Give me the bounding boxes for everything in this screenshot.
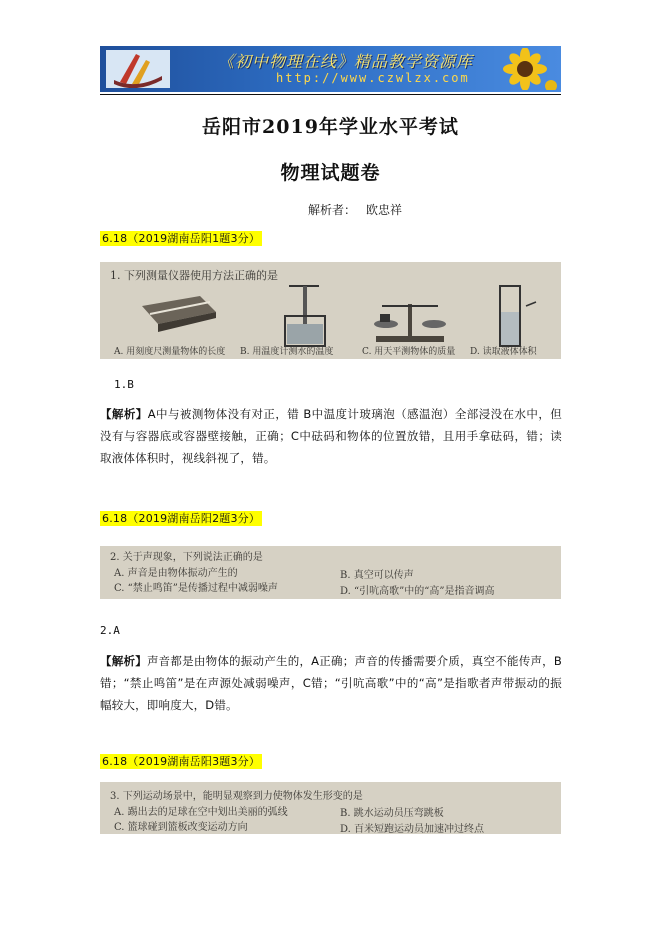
author-line [308, 201, 412, 218]
banner-url: http://www.czwlzx.com [276, 71, 470, 85]
balance-scale-icon [370, 284, 450, 346]
header-rule [100, 94, 561, 95]
site-logo-icon [106, 50, 170, 88]
document-subtitle: 物理试题卷 [280, 162, 381, 184]
analysis [100, 403, 562, 469]
graduated-cylinder-icon [490, 278, 540, 352]
question-image [100, 546, 561, 599]
banner-title: 《初中物理在线》精品教学资源库 [218, 52, 474, 71]
option-d: D. “引吭高歌”中的“高”是指音调高 [340, 586, 495, 597]
question-image [100, 782, 561, 834]
author-name: 欧忠祥 [366, 203, 403, 217]
answer: 2.A [100, 624, 120, 637]
question-stem: 3. 下列运动场景中，能明显观察到力使物体发生形变的是 [110, 791, 363, 802]
analysis-label: 【解析】 [100, 407, 148, 421]
author-label: 解析者： [308, 203, 357, 217]
analysis-label: 【解析】 [100, 654, 147, 668]
option-a: A. 用刻度尺测量物体的长度 [114, 347, 226, 357]
analysis [100, 650, 562, 716]
question-image [100, 262, 561, 359]
sunflower-icon [485, 48, 557, 90]
question-tag: 6.18（2019湖南岳阳2题3分） [102, 512, 261, 525]
analysis-text: 声音都是由物体的振动产生的，A正确；声音的传播需要介质，真空不能传声，B错；“禁止鸣笛”是在声源处减弱噪声，C错；“引吭高歌”中的“高”是指歌者声带振动的振幅较大，即响度大，D错。 [100, 654, 562, 712]
question-stem: 1. 下列测量仪器使用方法正确的是 [110, 269, 278, 282]
option-c: C. 篮球碰到篮板改变运动方向 [114, 822, 248, 833]
option-d: D. 读取液体体积 [470, 347, 537, 357]
answer: 1.B [114, 378, 134, 391]
document-title: 岳阳市2019年学业水平考试 [202, 116, 459, 138]
option-c: C. “禁止鸣笛”是传播过程中减弱噪声 [114, 583, 278, 594]
option-d: D. 百米短跑运动员加速冲过终点 [340, 824, 485, 834]
question-tag: 6.18（2019湖南岳阳1题3分） [102, 232, 261, 245]
header-banner [100, 46, 561, 92]
ruler-block-icon [140, 286, 220, 336]
question-tag: 6.18（2019湖南岳阳3题3分） [102, 755, 261, 768]
thermometer-beaker-icon [275, 282, 335, 350]
option-c: C. 用天平测物体的质量 [362, 347, 456, 357]
option-a: A. 声音是由物体振动产生的 [114, 568, 238, 579]
analysis-text: A中与被测物体没有对正，错 B中温度计玻璃泡（感温泡）全部浸没在水中，但没有与容器底或容器壁接触，正确；C中砝码和物体的位置放错，且用手拿砝码，错；读取液体体积时，视线斜视了，错。 [100, 407, 562, 465]
question-stem: 2. 关于声现象，下列说法正确的是 [110, 552, 263, 563]
option-a: A. 踢出去的足球在空中划出美丽的弧线 [114, 807, 288, 818]
option-b: B. 用温度计测水的温度 [240, 347, 334, 357]
option-b: B. 跳水运动员压弯跳板 [340, 808, 444, 819]
option-b: B. 真空可以传声 [340, 570, 414, 581]
